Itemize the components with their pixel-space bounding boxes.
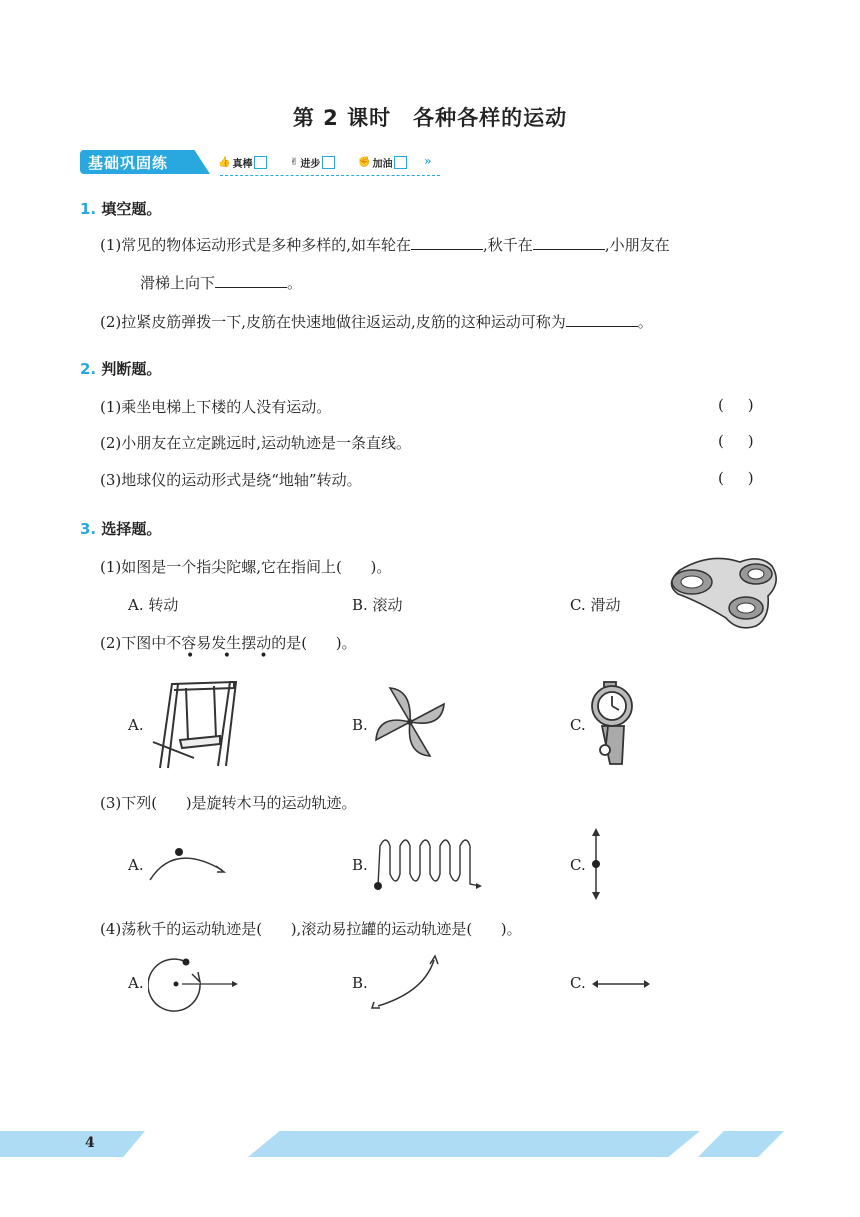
question-number: 2. (80, 360, 97, 378)
option-a-label[interactable]: A. (128, 856, 144, 874)
q1-sub2 (100, 311, 653, 332)
q1-text: ,小朋友在 (604, 236, 670, 254)
option-b[interactable]: B. 滚动 (352, 596, 403, 614)
q1-text: (1)常见的物体运动形式是多种多样的,如车轮在 (100, 236, 412, 254)
rating-progress[interactable] (290, 155, 335, 170)
option-c-label[interactable]: C. (570, 974, 586, 992)
circle-and-line-trajectory-image (148, 954, 244, 1014)
page-number: 4 (85, 1135, 95, 1151)
rating-cheer-label: 加油 (372, 159, 393, 170)
footer-stripe (0, 1131, 145, 1157)
question-heading-text: 判断题。 (101, 360, 162, 378)
vertical-trajectory-image (586, 826, 606, 902)
question-number: 1. (80, 200, 97, 218)
question-heading-text: 选择题。 (101, 520, 162, 538)
q1-text: 。 (287, 274, 303, 292)
rating-progress-label: 进步 (300, 159, 321, 170)
curved-arc-trajectory-image (368, 952, 444, 1012)
q3-sub4: (4)荡秋千的运动轨迹是( ),滚动易拉罐的运动轨迹是( )。 (100, 920, 522, 938)
q3-sub3: (3)下列( )是旋转木马的运动轨迹。 (100, 794, 357, 812)
answer-parentheses[interactable]: ( ) (718, 396, 754, 414)
wave-trajectory-image (370, 834, 490, 894)
banner-label: 基础巩固练 (88, 154, 169, 172)
question-heading-text: 填空题。 (101, 200, 162, 218)
q1-text: 滑梯上向下 (140, 274, 216, 292)
rating-checkbox[interactable] (394, 156, 407, 169)
judgement-item: (1)乘坐电梯上下楼的人没有运动。 (100, 398, 332, 416)
judgement-item: (3)地球仪的运动形式是绕“地轴”转动。 (100, 471, 362, 489)
question-3-heading (80, 518, 161, 539)
swing-image (148, 676, 240, 772)
option-b-label[interactable]: B. (352, 856, 368, 874)
page-title (0, 102, 860, 132)
q3-sub2: (2)下图中不容易发生摆动的是( )。 (100, 634, 357, 652)
answer-blank[interactable] (533, 235, 605, 250)
answer-blank[interactable] (411, 235, 483, 250)
answer-parentheses[interactable]: ( ) (718, 432, 754, 450)
option-c-label[interactable]: C. (570, 716, 586, 734)
q1-text: (2)拉紧皮筋弹拨一下,皮筋在快速地做往返运动,皮筋的这种运动可称为 (100, 313, 566, 331)
option-c-label[interactable]: C. (570, 856, 586, 874)
question-2-heading (80, 358, 161, 379)
footer-stripe (248, 1131, 700, 1157)
rating-cheer[interactable] (358, 155, 407, 170)
question-1-heading (80, 198, 161, 219)
footer-stripe (698, 1131, 784, 1157)
thumbs-up-icon: 👍 (218, 157, 231, 168)
lesson-name: 各种各样的运动 (413, 106, 568, 130)
answer-blank[interactable] (215, 273, 287, 288)
option-c[interactable]: C. 滑动 (570, 596, 621, 614)
double-chevron-icon: » (424, 154, 432, 168)
option-b-label[interactable]: B. (352, 974, 368, 992)
q1-text: 。 (637, 313, 653, 331)
rating-checkbox[interactable] (254, 156, 267, 169)
victory-hand-icon: ✌ (290, 157, 299, 168)
option-a-label[interactable]: A. (128, 716, 144, 734)
arc-trajectory-image (146, 842, 230, 884)
q1-text: ,秋千在 (483, 236, 533, 254)
option-a-label[interactable]: A. (128, 974, 144, 992)
judgement-item: (2)小朋友在立定跳远时,运动轨迹是一条直线。 (100, 434, 412, 452)
lesson-number: 第 2 课时 (292, 106, 392, 130)
rating-checkbox[interactable] (322, 156, 335, 169)
horizontal-trajectory-image (590, 976, 652, 992)
question-number: 3. (80, 520, 97, 538)
answer-parentheses[interactable]: ( ) (718, 469, 754, 487)
rating-great[interactable] (218, 155, 267, 170)
fist-icon: ✊ (358, 157, 371, 168)
section-banner (80, 150, 440, 182)
option-a[interactable]: A. 转动 (128, 596, 179, 614)
q3-sub1: (1)如图是一个指尖陀螺,它在指间上( )。 (100, 558, 392, 576)
rating-great-label: 真棒 (232, 159, 253, 170)
option-b-label[interactable]: B. (352, 716, 368, 734)
pendulum-clock-image (588, 680, 638, 770)
pinwheel-image (372, 684, 448, 760)
q1-sub1-line2 (140, 272, 302, 293)
emphasis-dots: • • • (186, 648, 280, 664)
answer-blank[interactable] (566, 312, 638, 327)
q1-sub1-line1 (100, 234, 670, 255)
fidget-spinner-image (660, 552, 790, 632)
